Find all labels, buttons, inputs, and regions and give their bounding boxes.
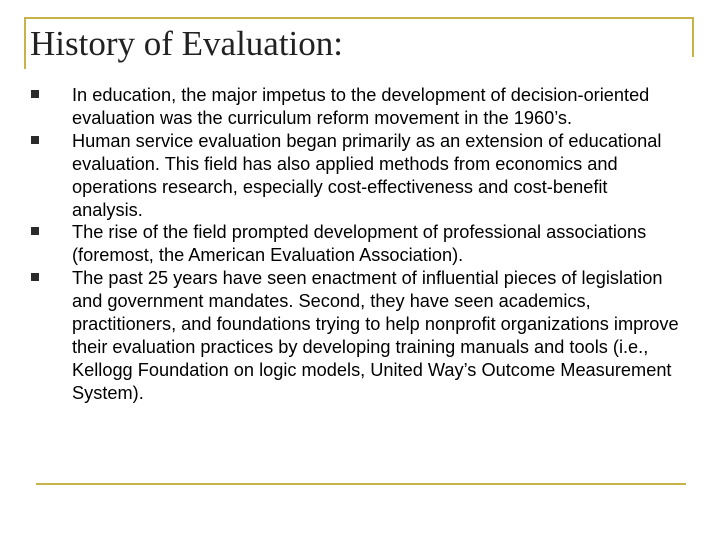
square-bullet-icon bbox=[31, 273, 39, 281]
bullet-item bbox=[30, 221, 682, 267]
bullet-list bbox=[30, 84, 682, 405]
right-rule bbox=[692, 17, 694, 57]
bullet-item bbox=[30, 130, 682, 222]
top-rule bbox=[24, 17, 694, 19]
square-bullet-icon bbox=[31, 90, 39, 98]
slide-title: History of Evaluation: bbox=[30, 24, 344, 63]
bullet-item bbox=[30, 267, 682, 404]
left-rule bbox=[24, 17, 26, 69]
bullet-text: The rise of the field prompted development of professional associations (foremost, the American Evaluation Association). bbox=[72, 222, 647, 266]
bullet-item bbox=[30, 84, 682, 130]
square-bullet-icon bbox=[31, 227, 39, 235]
square-bullet-icon bbox=[31, 136, 39, 144]
bullet-text: Human service evaluation began primarily as an extension of educational evaluation. This field has also applied methods from economics and operations research, especially cost-effectiveness and cost-benefit analysis. bbox=[72, 130, 662, 220]
bottom-rule bbox=[36, 483, 686, 485]
bullet-text: In education, the major impetus to the development of decision-oriented evaluation was the curriculum reform movement in the 1960’s. bbox=[72, 85, 650, 128]
bullet-text: The past 25 years have seen enactment of influential pieces of legislation and government mandates. Second, they have seen academics, practitioners, and foundations trying to help nonprofit organizations improve their evaluation practices by developing training manuals and tools (i.e., Kellogg Foundation on logic models, United Way’s Outcome Measurement System). bbox=[72, 268, 679, 403]
